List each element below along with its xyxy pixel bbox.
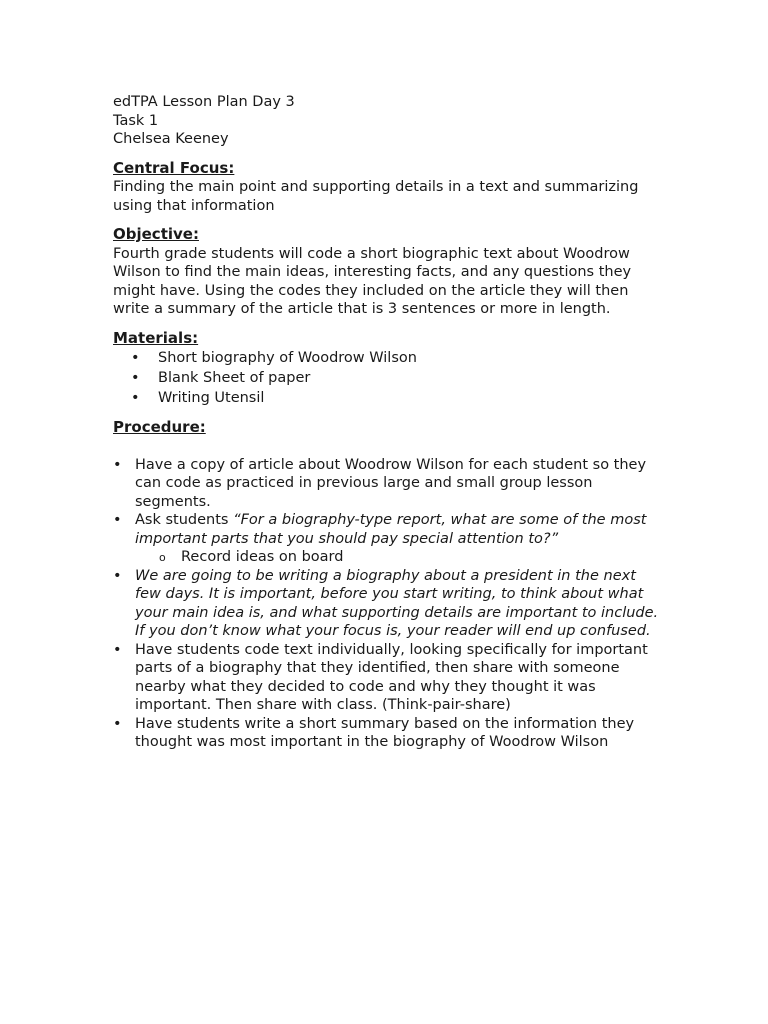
author-name: Chelsea Keeney (113, 131, 229, 147)
materials-list (113, 348, 673, 408)
procedure-step-text: Have a copy of article about Woodrow Wilson for each student so they can code as practiced in previous large and small group lesson segments. (135, 456, 647, 510)
task-label: Task 1 (113, 112, 159, 129)
objective-text: Fourth grade students will code a short biographic text about Woodrow Wilson to find the main ideas, interesting facts, and any questions they might have. Using the codes they included on the article they will then write a summary of the article that is 3 sentences or more in length. (113, 245, 632, 317)
materials-item: • Short biography of Woodrow Wilson (131, 348, 673, 368)
central-focus-text: Finding the main point and supporting details in a text and summarizing using that information (113, 179, 639, 214)
procedure-step-quote: “For a biography-type report, what are some of the most important parts that you should pay special attention to?” (135, 512, 647, 547)
procedure-substep: o Record ideas on board (159, 548, 661, 567)
procedure-sublist (135, 548, 661, 567)
procedure-section (113, 408, 673, 752)
procedure-step-text: Have students code text individually, looking specifically for important parts of a biography that they identified, then share with someone nearby what they decided to code and why they thought it was important. Then share with class. (Think-pair-share) (135, 641, 648, 713)
procedure-step (113, 511, 661, 567)
procedure-step (113, 641, 661, 715)
procedure-list (113, 456, 661, 752)
objective-section (113, 215, 673, 319)
objective-heading: Objective: (113, 225, 199, 243)
materials-item: • Writing Utensil (131, 388, 673, 408)
central-focus-section (113, 149, 673, 216)
document-page (113, 93, 673, 752)
procedure-step-prefix: Ask students (135, 512, 234, 528)
procedure-step (113, 715, 661, 752)
procedure-step-text: Have students write a short summary based on the information they thought was most important in the biography of Woodrow Wilson (135, 715, 635, 750)
procedure-heading: Procedure: (113, 418, 206, 436)
procedure-step-text: We are going to be writing a biography about a president in the next few days. It is important, before you start writing, to think about what your main idea is, and what supporting details are important to include. If you don’t know what your focus is, your reader will end up confused. (135, 567, 659, 639)
procedure-step (113, 456, 661, 512)
materials-heading: Materials: (113, 328, 199, 347)
procedure-step (113, 567, 661, 641)
central-focus-heading: Central Focus: (113, 158, 235, 177)
materials-section (113, 319, 673, 409)
document-title: edTPA Lesson Plan Day 3 (113, 94, 295, 110)
materials-item: • Blank Sheet of paper (131, 368, 673, 388)
